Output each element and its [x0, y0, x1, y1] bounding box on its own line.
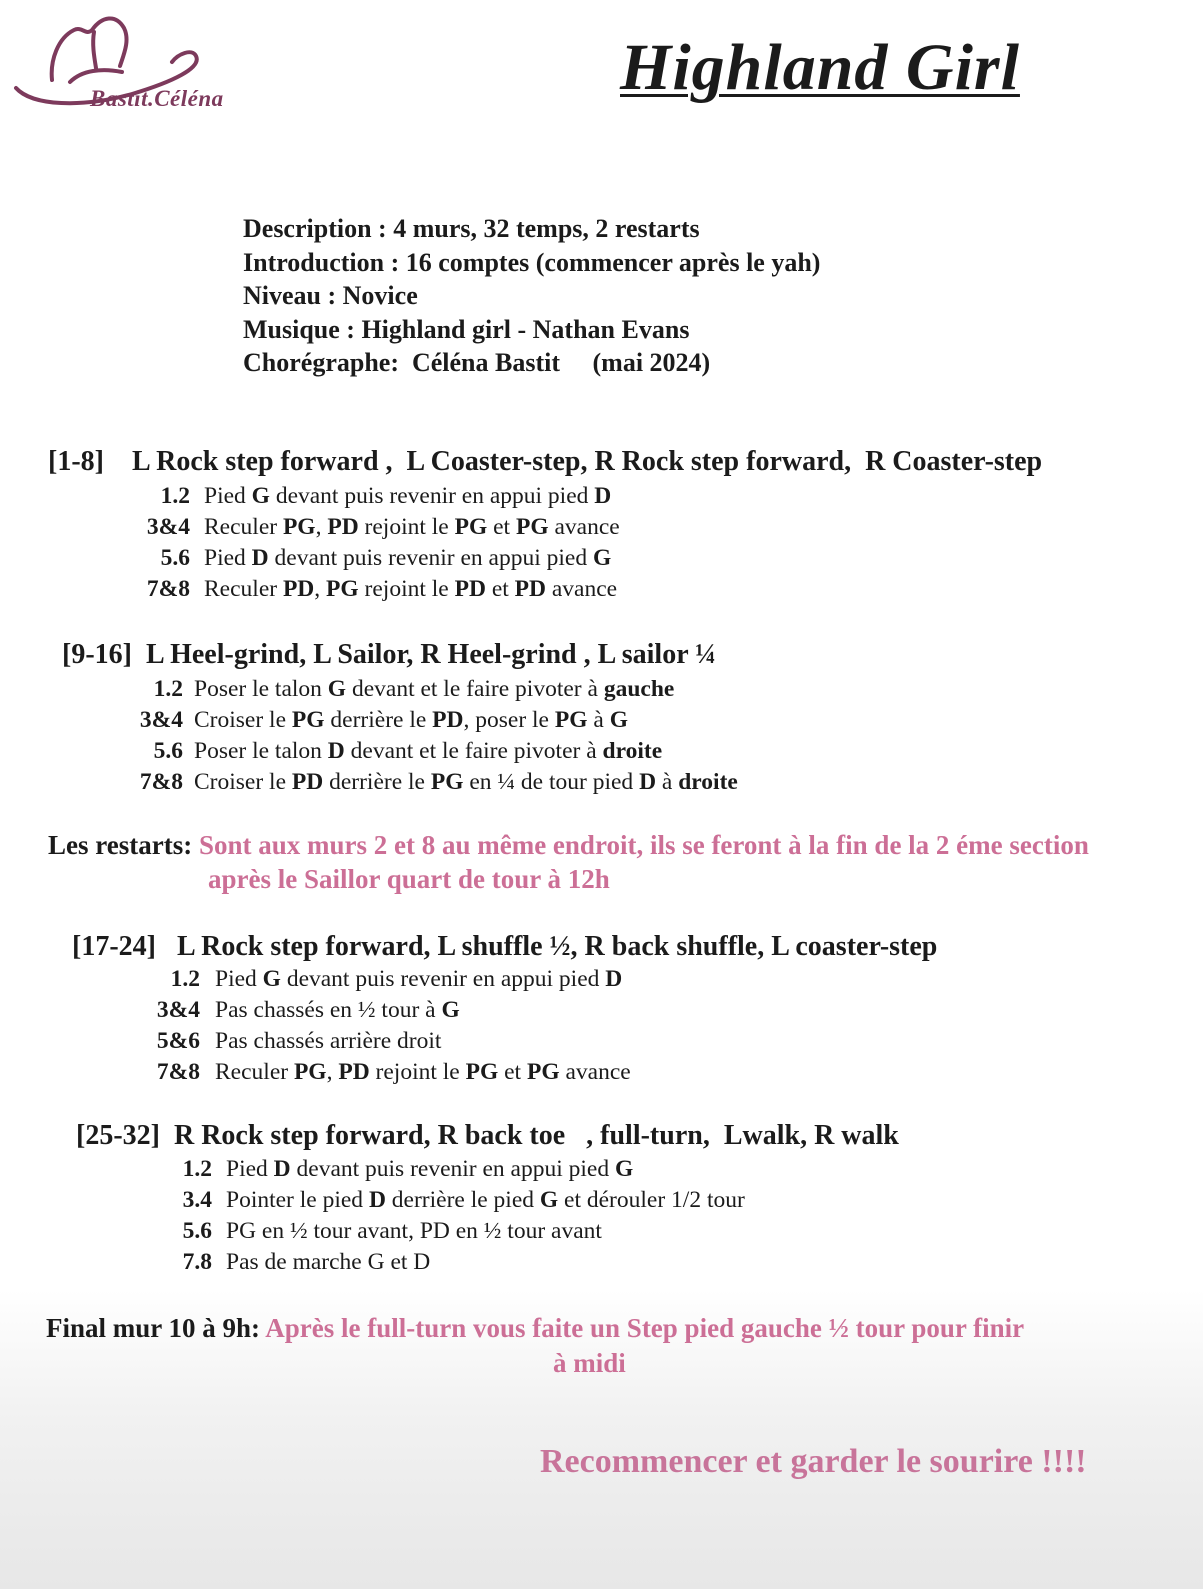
- step-text: à: [587, 707, 610, 733]
- step-count: 3&4: [139, 707, 183, 733]
- step-text: derrière le: [324, 707, 433, 733]
- step-text: Pas de marche G et D: [226, 1249, 431, 1275]
- level-line: Niveau : Novice: [243, 281, 418, 310]
- step-text-bold: D: [368, 1187, 386, 1213]
- section-heading-9-16: [9-16] L Heel-grind, L Sailor, R Heel-grind , L sailor ¼: [62, 639, 717, 670]
- step-text: et: [485, 576, 515, 602]
- step-text-bold: PD: [454, 576, 486, 602]
- closing-message: Recommencer et garder le sourire !!!!: [540, 1443, 1087, 1480]
- step-count: 1.2: [160, 483, 190, 509]
- step-count: 5.6: [182, 1218, 212, 1244]
- step-text-bold: PD: [338, 1059, 370, 1085]
- step-count: 7&8: [139, 769, 183, 795]
- logo-signature: Bastit.Céléna: [90, 86, 224, 111]
- step-text-bold: G: [251, 483, 270, 509]
- step-description: [204, 483, 611, 510]
- logo: [12, 10, 272, 120]
- introduction-line: Introduction : 16 comptes (commencer après le yah): [243, 247, 821, 277]
- step-description: [226, 1156, 633, 1183]
- section-heading-17-24: [17-24] L Rock step forward, L shuffle ½, R back shuffle, L coaster-step: [72, 931, 938, 962]
- step-count: 3.4: [182, 1187, 212, 1213]
- step-text-bold: PG: [465, 1059, 499, 1085]
- step-description: [194, 769, 738, 796]
- step-description: [226, 1218, 602, 1245]
- step-text-bold: PD: [291, 769, 324, 795]
- step-text-bold: G: [262, 966, 281, 992]
- step-text-bold: PG: [291, 707, 325, 733]
- step-text: ,: [326, 1059, 339, 1085]
- section-heading-1-8: [1-8] L Rock step forward , L Coaster-step, R Rock step forward, R Coaster-step: [48, 446, 1043, 477]
- step-description: [226, 1187, 745, 1214]
- step-text: derrière le: [323, 769, 431, 795]
- step-text-bold: D: [639, 769, 657, 795]
- step-text-bold: PG: [515, 514, 549, 540]
- step-text-bold: G: [539, 1187, 559, 1213]
- step-count: 3&4: [146, 514, 190, 540]
- step-text: derrière le pied: [385, 1187, 540, 1213]
- step-text: devant puis revenir en appui pied: [280, 966, 606, 992]
- choreographer-line: Chorégraphe: Céléna Bastit (mai 2024): [243, 348, 711, 377]
- step-text: et dérouler 1/2 tour: [558, 1187, 745, 1213]
- step-description: [194, 676, 674, 703]
- step-text: Pied: [215, 966, 263, 992]
- page-title: Highland Girl: [620, 31, 1020, 104]
- step-text-bold: G: [614, 1156, 634, 1182]
- step-text: Croiser le: [194, 769, 292, 795]
- step-text: Reculer: [215, 1059, 294, 1085]
- section-heading-25-32: [25-32] R Rock step forward, R back toe , full-turn, Lwalk, R walk: [76, 1120, 899, 1151]
- step-text-bold: PG: [554, 707, 588, 733]
- step-text-bold: G: [609, 707, 628, 733]
- step-description: [194, 707, 628, 734]
- step-text: ,: [314, 576, 327, 602]
- step-text: avance: [559, 1059, 631, 1085]
- restarts-text-line-2: après le Saillor quart de tour à 12h: [208, 864, 610, 894]
- step-description: [226, 1249, 430, 1276]
- step-text: Pas chassés arrière droit: [215, 1028, 442, 1054]
- step-text-bold: PG: [526, 1059, 560, 1085]
- step-count: 7&8: [146, 576, 190, 602]
- step-text: devant et le faire pivoter à: [344, 738, 603, 764]
- step-description: [215, 1059, 631, 1086]
- step-text: rejoint le: [369, 1059, 466, 1085]
- step-text: et: [487, 514, 516, 540]
- step-text-bold: PD: [514, 576, 546, 602]
- step-text: Croiser le: [194, 707, 292, 733]
- step-text: avance: [545, 576, 618, 602]
- description-line: Description : 4 murs, 32 temps, 2 restarts: [243, 214, 700, 243]
- step-text-bold: G: [441, 997, 460, 1023]
- step-text-bold: G: [327, 676, 347, 702]
- step-text-bold: PG: [282, 514, 316, 540]
- step-count: 7.8: [182, 1249, 212, 1275]
- step-text: Reculer: [204, 514, 283, 540]
- step-text-bold: D: [594, 483, 612, 509]
- step-description: [204, 545, 611, 572]
- step-text: devant puis revenir en appui pied: [290, 1156, 615, 1182]
- step-text-bold: G: [592, 545, 612, 571]
- step-text-bold: D: [605, 966, 623, 992]
- step-description: [194, 738, 662, 765]
- step-count: 1.2: [182, 1156, 212, 1182]
- step-description: [215, 966, 622, 993]
- step-text-bold: D: [327, 738, 345, 764]
- step-description: [204, 576, 617, 603]
- step-text: Pied: [204, 483, 252, 509]
- step-text: ,: [315, 514, 328, 540]
- step-text-bold: PG: [430, 769, 464, 795]
- step-text-bold: PD: [282, 576, 315, 602]
- step-text: PG en ½ tour avant, PD en ½ tour avant: [226, 1218, 602, 1244]
- step-text: , poser le: [463, 707, 555, 733]
- step-count: 1.2: [170, 966, 200, 992]
- step-count: 5.6: [160, 545, 190, 571]
- step-text: rejoint le: [358, 514, 455, 540]
- final-label: Final mur 10 à 9h:: [46, 1313, 261, 1343]
- step-text: rejoint le: [358, 576, 455, 602]
- final-text-line-2: à midi: [553, 1348, 626, 1378]
- step-description: [215, 997, 460, 1024]
- step-text: devant puis revenir en appui pied: [268, 545, 593, 571]
- dance-info: [243, 212, 820, 380]
- step-text: devant puis revenir en appui pied: [269, 483, 595, 509]
- restarts-label: Les restarts:: [48, 830, 193, 860]
- step-text: en ¼ de tour pied: [463, 769, 640, 795]
- step-text: à: [656, 769, 679, 795]
- step-count: 5&6: [156, 1028, 200, 1054]
- step-text-bold: droite: [678, 769, 738, 795]
- final-note: [46, 1313, 1024, 1344]
- restarts-text-line-1: Sont aux murs 2 et 8 au même endroit, ils se feront à la fin de la 2 éme section: [198, 830, 1089, 860]
- restarts-note: [48, 830, 1089, 861]
- step-text: et: [498, 1059, 527, 1085]
- step-description: [215, 1028, 441, 1055]
- final-text-line-1: Après le full-turn vous faite un Step pied gauche ½ tour pour finir: [265, 1313, 1025, 1343]
- step-description: [204, 514, 620, 541]
- step-text: Poser le talon: [194, 738, 328, 764]
- step-text: Pas chassés en ½ tour à: [215, 997, 442, 1023]
- step-text: Pointer le pied: [226, 1187, 369, 1213]
- step-text: avance: [548, 514, 620, 540]
- step-text: Pied: [226, 1156, 274, 1182]
- step-text-bold: PG: [454, 514, 488, 540]
- step-text-bold: PD: [432, 707, 464, 733]
- step-text: Pied: [204, 545, 252, 571]
- step-count: 1.2: [153, 676, 183, 702]
- step-text-bold: PD: [327, 514, 359, 540]
- step-text: devant et le faire pivoter à: [346, 676, 604, 702]
- step-text-bold: PG: [293, 1059, 327, 1085]
- step-text-bold: PG: [326, 576, 359, 602]
- step-text-bold: D: [251, 545, 269, 571]
- step-count: 7&8: [156, 1059, 200, 1085]
- step-text-bold: D: [273, 1156, 291, 1182]
- step-text: Reculer: [204, 576, 283, 602]
- step-count: 5.6: [153, 738, 183, 764]
- music-line: Musique : Highland girl - Nathan Evans: [243, 314, 690, 344]
- step-count: 3&4: [156, 997, 200, 1023]
- step-text: Poser le talon: [194, 676, 328, 702]
- step-text-bold: droite: [602, 738, 663, 764]
- step-text-bold: gauche: [603, 676, 675, 702]
